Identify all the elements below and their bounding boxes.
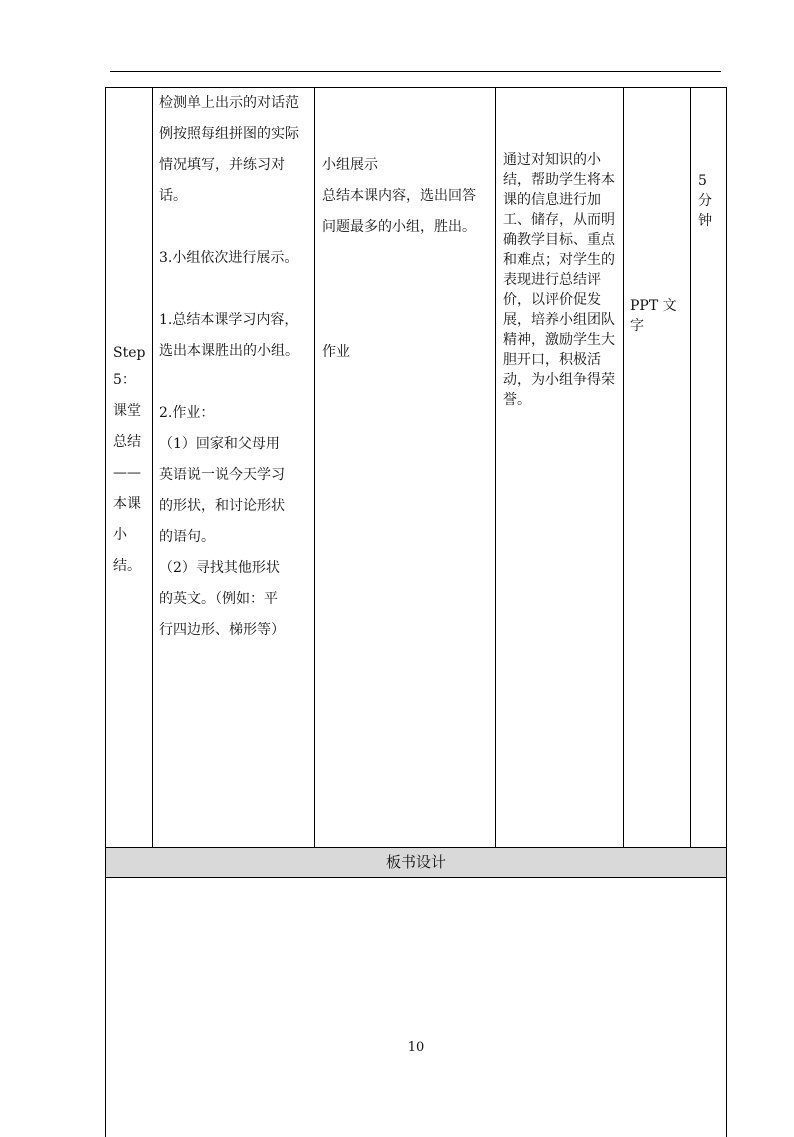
activity-line: 行四边形、梯形等） (159, 622, 285, 638)
step-line: 小 (113, 527, 127, 543)
intent-line: 课的信息进行加 (503, 192, 601, 208)
activity-line: 1.总结本课学习内容， (159, 312, 299, 328)
activity-line: （1）回家和父母用 (159, 436, 280, 452)
step-line: 结。 (113, 558, 141, 574)
intent-line: 工、储存，从而明 (503, 212, 615, 228)
media-cell (623, 87, 691, 848)
intent-line: 结，帮助学生将本 (503, 172, 615, 188)
step-line: 本课 (113, 496, 141, 512)
activity-line: 的语句。 (159, 529, 215, 545)
board-design-area (105, 877, 727, 1137)
activity-line: 话。 (159, 188, 187, 204)
activity-line: 情况填写，并练习对 (159, 157, 285, 173)
intent-line: 通过对知识的小 (503, 152, 601, 168)
media-line: 字 (630, 318, 644, 334)
activities-text (159, 88, 299, 646)
intent-line: 动，为小组争得荣 (503, 372, 615, 388)
student-activity-homework: 作业 (322, 344, 350, 360)
activity-line: 的形状，和讨论形状 (159, 498, 285, 514)
step-line: Step (113, 345, 146, 361)
media-line: PPT 文 (630, 298, 677, 314)
activity-line: 3.小组依次进行展示。 (159, 250, 299, 266)
activity-line (159, 367, 299, 398)
board-design-header: 板书设计 (105, 847, 727, 878)
time-line: 钟 (698, 213, 712, 229)
page-number: 10 (407, 1040, 425, 1055)
intent-text (503, 150, 615, 410)
time-line: 5 (698, 173, 707, 189)
activity-line: 英语说一说今天学习 (159, 467, 285, 483)
time-text (698, 171, 712, 231)
step-line: 总结 (113, 434, 141, 450)
step-line: 课堂 (113, 403, 141, 419)
activity-line: 检测单上出示的对话范 (159, 95, 299, 111)
step-line: —— (113, 465, 141, 481)
intent-line: 确教学目标、重点 (503, 232, 615, 248)
intent-line: 展，培养小组团队 (503, 312, 615, 328)
media-text (630, 296, 677, 336)
step-line: 5： (113, 372, 136, 388)
activity-line: 例按照每组拼图的实际 (159, 126, 299, 142)
student-activity-title: 小组展示 (322, 157, 378, 173)
activity-line: 选出本课胜出的小组。 (159, 343, 299, 359)
intent-line: 誉。 (503, 392, 531, 408)
activity-line (159, 212, 299, 243)
summary-line: 总结本课内容，选出回答 (322, 188, 476, 204)
time-line: 分 (698, 193, 712, 209)
intent-line: 表现进行总结评 (503, 272, 601, 288)
activity-line: 的英文。（例如：平 (159, 591, 278, 607)
step-label (113, 338, 145, 582)
activity-line (159, 274, 299, 305)
summary-line: 问题最多的小组，胜出。 (322, 219, 476, 235)
intent-line: 价，以评价促发 (503, 292, 601, 308)
intent-line: 胆开口，积极活 (503, 352, 601, 368)
activity-line: （2）寻找其他形状 (159, 560, 280, 576)
activity-line: 2.作业： (159, 405, 215, 421)
header-rule (110, 71, 721, 72)
student-activity-summary (322, 181, 476, 243)
intent-line: 和难点；对学生的 (503, 252, 615, 268)
intent-line: 精神，激励学生大 (503, 332, 615, 348)
